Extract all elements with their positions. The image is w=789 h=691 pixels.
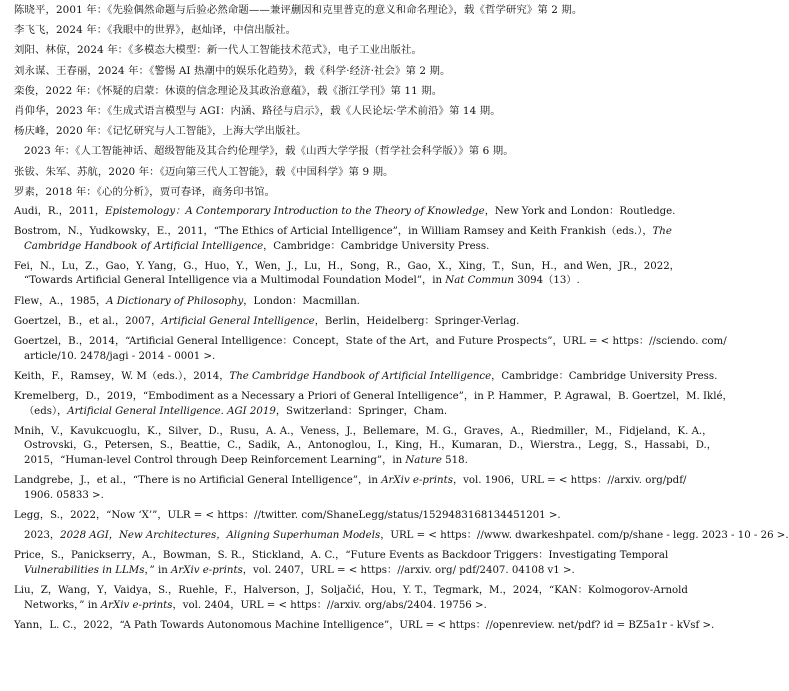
- reference-line: [14, 260, 680, 275]
- reference-text: Mnih，V.，Kavukcuoglu，K.，Silver，D.，Rusu，A. A.，Veness，J.，Bellemare，M. G.，Graves，A.，Riedmiller，M.，Fidjeland，K. A.，: [14, 425, 713, 437]
- reference-italic-text: 2028 AGI，New Architectures，Aligning Superhuman Models: [60, 530, 381, 542]
- reference-line: [14, 315, 641, 330]
- reference-entry: [14, 425, 717, 469]
- reference-text: article/10. 2478/jagi - 2014 - 0001 >.: [24, 350, 216, 362]
- reference-line: [14, 225, 672, 240]
- reference-line: [14, 335, 727, 350]
- reference-entry: [14, 390, 733, 419]
- reference-italic-text: The: [652, 226, 672, 238]
- reference-text: Yann，L. C.，2022，“A Path Towards Autonomous Machine Intelligence”，URL = < https：//openreview. net/pdf? id = BZ5a1r - kVsf >.: [14, 619, 715, 631]
- reference-entry: [14, 144, 641, 159]
- reference-line: [14, 274, 641, 289]
- reference-text: ，vol. 2404，URL = < https：//arxiv. org/abs/2404. 19756 >.: [172, 599, 487, 611]
- reference-text: Liu，Z，Wang，Y，Vaidya，S.，Ruehle，F.，Halverson，J，Soljačić，Hou，Y. T.，Tegmark，M.，2024，“KAN：Kolmogorov-Arnold: [14, 585, 688, 597]
- reference-text: ，Cambridge：Cambridge University Press.: [491, 370, 718, 382]
- reference-line: [14, 185, 641, 200]
- reference-entry: [14, 335, 727, 364]
- reference-entry: [14, 619, 715, 634]
- reference-line: [14, 23, 641, 38]
- reference-text: 3094（13）.: [513, 275, 580, 287]
- reference-italic-text: Artificial General Intelligence. AGI 2019: [67, 405, 276, 417]
- reference-entry: [14, 205, 676, 220]
- reference-line: [14, 564, 641, 579]
- reference-line: [14, 370, 718, 385]
- reference-entry: [14, 43, 641, 58]
- reference-entry: [14, 64, 641, 79]
- reference-text: 1906. 05833 >.: [24, 489, 104, 501]
- reference-text: 2023 年：《人工智能神话、超级智能及其合约伦理学》，载《山西大学学报（哲学社会科学版）》第 6 期。: [24, 145, 514, 158]
- reference-italic-text: Epistemology：A Contemporary Introduction to the Theory of Knowledge: [105, 205, 485, 217]
- reference-line: [14, 619, 715, 634]
- reference-text: ，URL = < https：//www. dwarkeshpatel. com/p/shane - legg. 2023 - 10 - 26 >.: [380, 530, 789, 542]
- reference-text: Networks，” in: [24, 599, 101, 611]
- reference-text: Audi，R.，2011，: [14, 205, 106, 217]
- reference-text: 李飞飞，2024 年：《我眼中的世界》，赵灿译，中信出版社。: [14, 24, 297, 37]
- reference-entry: [14, 124, 641, 139]
- reference-line: [14, 425, 713, 440]
- reference-entry: [14, 295, 641, 310]
- reference-line: [14, 3, 641, 18]
- reference-text: 2015，“Human-level Control through Deep Reinforcement Learning”，in: [24, 454, 406, 466]
- reference-entry: [14, 23, 641, 38]
- reference-line: [14, 529, 789, 544]
- reference-italic-text: Vulnerabilities in LLMs: [24, 564, 145, 576]
- reference-line: [14, 64, 641, 79]
- reference-line: [14, 509, 641, 524]
- reference-text: ，New York and London：Routledge.: [484, 205, 676, 217]
- reference-entry: [14, 225, 672, 254]
- reference-text: 陈晓平，2001 年：《先验偶然命题与后验必然命题——兼评蒯因和克里普克的意义和命名理论》，载《哲学研究》第 2 期。: [14, 4, 583, 16]
- reference-entry: [14, 260, 680, 289]
- reference-italic-text: The Cambridge Handbook of Artificial Intelligence: [229, 370, 492, 382]
- reference-line: [14, 205, 676, 220]
- reference-text: Price，S.，Panickserry，A.，Bowman，S. R.，Stickland，A. C.，“Future Events as Backdoor Triggers：Investigating Temporal: [14, 550, 669, 562]
- reference-text: ，Cambridge：Cambridge University Press.: [263, 240, 490, 252]
- reference-text: Legg，S.，2022，“Now ‘X’”，ULR = < https：//twitter. com/ShaneLegg/status/1529483168134451201 >.: [14, 509, 561, 521]
- reference-line: [14, 43, 641, 58]
- reference-line: [14, 165, 641, 180]
- reference-text: Ostrovski，G.，Petersen，S.，Beattie，C.，Sadik，A.，Antonoglou，I.，King，H.，Kumaran，D.，Wierstra.，Legg，S.，Hassabi，D.，: [24, 440, 717, 452]
- reference-text: ，vol. 1906，URL = < https：//arxiv. org/pdf/: [452, 475, 687, 487]
- reference-text: ，Switzerland：Springer，Cham.: [275, 405, 448, 417]
- reference-italic-text: Nature: [405, 454, 442, 466]
- reference-entry: [14, 185, 641, 200]
- reference-entry: [14, 549, 669, 578]
- reference-text: 刘永谋、王春丽，2024 年：《警惕 AI 热潮中的娱乐化趋势》，载《科学·经济·社会》第 2 期。: [14, 64, 451, 77]
- reference-entry: [14, 84, 641, 99]
- reference-italic-text: ArXiv e-prints: [171, 564, 243, 576]
- reference-text: Fei，N.，Lu，Z.，Gao，Y. Yang，G.，Huo，Y.，Wen，J.，Lu，H.，Song，R.，Gao，X.，Xing，T.，Sun，H.，and Wen，JR.，2022，: [14, 260, 680, 272]
- reference-italic-text: ArXiv e-prints: [381, 475, 453, 487]
- reference-line: [14, 84, 641, 99]
- reference-text: Bostrom，N.，Yudkowsky，E.，2011，“The Ethics of Articial Intelligence”，in William Ramsey and Keith Frankish（eds.），: [14, 226, 653, 238]
- reference-italic-text: A Dictionary of Philosophy: [106, 295, 244, 307]
- reference-italic-text: Nat Commun: [445, 275, 514, 287]
- reference-line: [14, 240, 641, 255]
- reference-line: [14, 549, 669, 564]
- reference-entry: [14, 3, 641, 18]
- reference-entry: [14, 165, 641, 180]
- reference-line: [14, 599, 641, 614]
- reference-line: [14, 584, 688, 599]
- reference-text: ，” in: [144, 564, 172, 576]
- reference-entry: [14, 104, 641, 119]
- reference-line: [14, 295, 641, 310]
- reference-line: [14, 405, 641, 420]
- reference-text: Goertzel，B.，et al.，2007，: [14, 315, 162, 327]
- reference-line: [14, 124, 641, 139]
- reference-text: 肖仰华，2023 年：《生成式语言模型与 AGI：内涵、路径与启示》，载《人民论坛·学术前沿》第 14 期。: [14, 104, 501, 117]
- reference-line: [14, 474, 687, 489]
- reference-text: 2023，: [24, 530, 61, 542]
- reference-text: 张钹、朱军、苏航，2020 年：《迈向第三代人工智能》，载《中国科学》第 9 期。: [14, 165, 394, 178]
- reference-text: Keith，F.，Ramsey，W. M（eds.），2014，: [14, 370, 230, 382]
- reference-line: [14, 390, 733, 405]
- reference-text: 杨庆峰，2020 年：《记忆研究与人工智能》，上海大学出版社。: [14, 125, 307, 138]
- reference-text: Flew，A.，1985，: [14, 295, 107, 307]
- reference-text: Kremelberg，D.，2019，“Embodiment as a Necessary a Priori of General Intelligence”，in P. Hammer，P. Agrawal，B. Goertzel，M. Iklé，: [14, 390, 733, 402]
- reference-text: Landgrebe，J.，et al.，“There is no Artificial General Intelligence”，in: [14, 475, 382, 487]
- reference-entry: [14, 529, 789, 544]
- reference-text: ，London：Macmillan.: [243, 295, 360, 307]
- reference-entry: [14, 584, 688, 613]
- reference-text: ，vol. 2407，URL = < https：//arxiv. org/ pdf/2407. 04108 v1 >.: [242, 564, 575, 576]
- reference-text: 518.: [441, 454, 468, 466]
- reference-text: 栾俊，2022 年：《怀疑的启蒙：休谟的信念理论及其政治意蕴》，载《浙江学刊》第 11 期。: [14, 84, 443, 97]
- reference-text: ，Berlin，Heidelberg：Springer-Verlag.: [314, 315, 520, 327]
- reference-text: 刘阳、林倞，2024 年：《多模态大模型：新一代人工智能技术范式》，电子工业出版社。: [14, 44, 422, 57]
- reference-italic-text: Cambridge Handbook of Artificial Intelligence: [24, 240, 264, 252]
- reference-line: [14, 144, 641, 159]
- reference-italic-text: ArXiv e-prints: [100, 599, 173, 611]
- reference-line: [14, 350, 641, 365]
- reference-line: [14, 439, 717, 454]
- reference-entry: [14, 474, 687, 503]
- reference-text: 罗素，2018 年：《心的分析》，贾可春译，商务印书馆。: [14, 185, 276, 198]
- reference-line: [14, 104, 641, 119]
- reference-entry: [14, 509, 641, 524]
- reference-line: [14, 454, 641, 469]
- reference-text: Goertzel，B.，2014，“Artificial General Intelligence：Concept，State of the Art，and Future Prospects”，URL = < https：//sciendo. com/: [14, 336, 727, 347]
- reference-entry: [14, 315, 641, 330]
- reference-text: （eds），: [24, 405, 68, 417]
- reference-line: [14, 489, 641, 504]
- reference-italic-text: Artificial General Intelligence: [161, 315, 315, 327]
- reference-text: “Towards Artificial General Intelligence via a Multimodal Foundation Model”，in: [24, 275, 446, 287]
- reference-entry: [14, 370, 718, 385]
